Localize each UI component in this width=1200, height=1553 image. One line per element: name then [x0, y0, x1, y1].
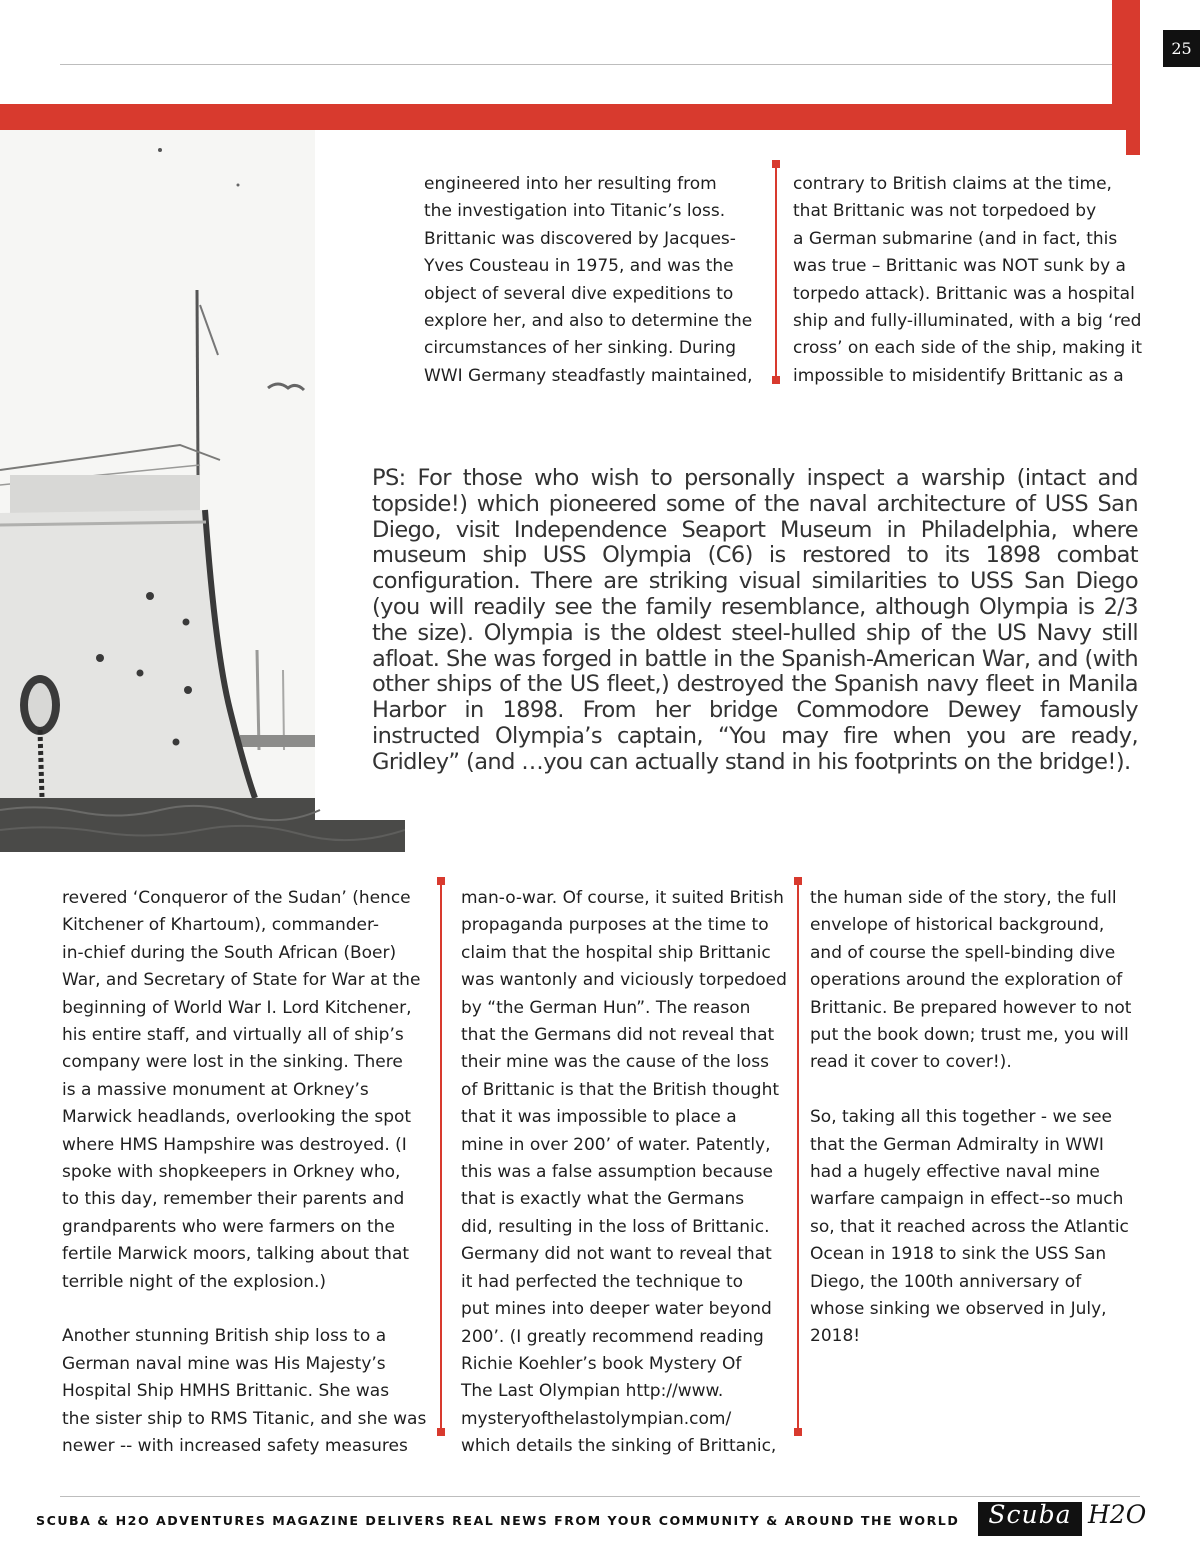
paragraph [62, 1323, 432, 1460]
ship-bow-photo [0, 130, 405, 852]
text-line: envelope of historical background, [810, 915, 1105, 936]
text-line: cross’ on each side of the ship, making it [793, 338, 1143, 359]
text-line: fertile Marwick moors, talking about that [62, 1244, 410, 1265]
text-line: operations around the exploration of [810, 970, 1123, 991]
text-line: terrible night of the explosion.) [62, 1271, 327, 1292]
text-line: explore her, and also to determine the [424, 311, 753, 332]
text-line: by “the German Hun”. The reason [461, 997, 751, 1018]
text-line: ship and fully-illuminated, with a big ‘red [793, 311, 1142, 332]
paragraph [810, 1104, 1150, 1351]
text-line: the investigation into Titanic’s loss. [424, 201, 726, 222]
text-line: so, that it reached across the Atlantic [810, 1216, 1129, 1237]
text-line: War, and Secretary of State for War at the [62, 970, 421, 991]
footer-rule [60, 1496, 1140, 1497]
text-line: Brittanic was discovered by Jacques- [424, 228, 736, 249]
logo-h2o-text: H2O [1088, 1500, 1147, 1529]
bottom-column-middle [461, 885, 791, 1461]
ps-callout: PS: For those who wish to personally inspect a warship (intact and topside!) which pioneered some of the naval architecture of USS San Diego, visit Independence Seaport Museum in Philadelphia, where museum ship USS Olympia (C6) is restored to its 1898 combat configuration. There are striking visual similarities to USS San Diego (you will readily see the family resemblance, although Olympia is 2/3 the size). Olympia is the oldest steel-hulled ship of the US Navy still afloat. She was forged in battle in the Spanish-American War, and (with other ships of the US fleet,) destroyed the Spanish navy fleet in Manila Harbor in 1898. From her bridge Commodore Dewey famously instructed Olympia’s captain, “You may fire when you are ready, Gridley” (and …you can actually stand in his footprints on the bridge!). [372, 465, 1138, 775]
text-line: whose sinking we observed in July, [810, 1299, 1107, 1320]
text-line: that it was impossible to place a [461, 1107, 737, 1128]
text-line: in-chief during the South African (Boer) [62, 942, 397, 963]
column-divider-cap [772, 160, 780, 168]
text-line: beginning of World War I. Lord Kitchener, [62, 997, 412, 1018]
text-line: Marwick headlands, overlooking the spot [62, 1107, 412, 1128]
paragraph [62, 885, 432, 1296]
text-line: which details the sinking of Brittanic, [461, 1436, 777, 1457]
text-line: this was a false assumption because [461, 1162, 774, 1183]
text-line: it had perfected the technique to [461, 1271, 744, 1292]
text-line: their mine was the cause of the loss [461, 1052, 770, 1073]
text-line: of Brittanic is that the British thought [461, 1079, 780, 1100]
text-line: contrary to British claims at the time, [793, 174, 1112, 194]
text-line: that the Germans did not reveal that [461, 1025, 775, 1046]
text-line: where HMS Hampshire was destroyed. (I [62, 1134, 407, 1155]
text-line: 200’. (I greatly recommend reading [461, 1326, 764, 1347]
text-line: did, resulting in the loss of Brittanic. [461, 1216, 770, 1237]
column-divider-cap [437, 877, 445, 885]
text-line: newer -- with increased safety measures [62, 1436, 408, 1457]
bottom-column-right [810, 885, 1150, 1351]
text-line: Kitchener of Khartoum), commander- [62, 915, 380, 936]
text-line: put mines into deeper water beyond [461, 1299, 772, 1320]
text-line: company were lost in the sinking. There [62, 1052, 403, 1073]
text-line: that the German Admiralty in WWI [810, 1134, 1104, 1155]
text-line: to this day, remember their parents and [62, 1189, 405, 1210]
column-divider-cap [437, 1428, 445, 1436]
column-divider-cap [772, 376, 780, 384]
text-line: 2018! [810, 1326, 861, 1347]
text-line: Yves Cousteau in 1975, and was the [424, 256, 734, 277]
header-rule [60, 64, 1120, 65]
text-line: mine in over 200’ of water. Patently, [461, 1134, 771, 1155]
top-column-left [424, 171, 760, 390]
text-line: that Brittanic was not torpedoed by [793, 201, 1097, 222]
text-line: a German submarine (and in fact, this [793, 228, 1118, 249]
red-header-bar [0, 104, 1138, 130]
text-line: was wantonly and viciously torpedoed [461, 970, 787, 991]
footer-tagline: SCUBA & H2O ADVENTURES MAGAZINE DELIVERS REAL NEWS FROM YOUR COMMUNITY & AROUND THE WORLD [36, 1513, 960, 1528]
text-line: Diego, the 100th anniversary of [810, 1271, 1082, 1292]
column-divider-cap [794, 1428, 802, 1436]
page-number: 25 [1163, 30, 1200, 67]
text-line: The Last Olympian http://www. [461, 1381, 724, 1402]
text-line: the sister ship to RMS Titanic, and she was [62, 1408, 427, 1429]
text-line: Ocean in 1918 to sink the USS San [810, 1244, 1107, 1265]
text-line: that is exactly what the Germans [461, 1189, 745, 1210]
text-line: torpedo attack). Brittanic was a hospital [793, 283, 1135, 304]
text-line: claim that the hospital ship Brittanic [461, 942, 771, 963]
bottom-column-left [62, 885, 432, 1461]
text-line: his entire staff, and virtually all of ship’s [62, 1025, 404, 1046]
text-line: put the book down; trust me, you will [810, 1025, 1129, 1046]
text-line: man-o-war. Of course, it suited British [461, 888, 784, 908]
text-line: Hospital Ship HMHS Brittanic. She was [62, 1381, 390, 1402]
text-line: Brittanic. Be prepared however to not [810, 997, 1132, 1018]
text-line: the human side of the story, the full [810, 888, 1117, 908]
text-line: revered ‘Conqueror of the Sudan’ (hence [62, 888, 411, 908]
text-line: circumstances of her sinking. During [424, 338, 737, 359]
text-line: So, taking all this together - we see [810, 1107, 1112, 1128]
text-line: was true – Brittanic was NOT sunk by a [793, 256, 1126, 277]
text-line: impossible to misidentify Brittanic as a [793, 365, 1124, 386]
text-line: mysteryofthelastolympian.com/ [461, 1408, 732, 1429]
text-line: object of several dive expeditions to [424, 283, 734, 304]
text-line: is a massive monument at Orkney’s [62, 1079, 369, 1100]
column-divider [440, 883, 442, 1433]
text-line: had a hugely effective naval mine [810, 1162, 1100, 1183]
text-line: Another stunning British ship loss to a [62, 1326, 387, 1347]
column-divider [775, 168, 777, 380]
text-line: Germany did not want to reveal that [461, 1244, 772, 1265]
logo-scuba-text: Scuba [988, 1500, 1072, 1529]
text-line: spoke with shopkeepers in Orkney who, [62, 1162, 401, 1183]
text-line: Richie Koehler’s book Mystery Of [461, 1353, 742, 1374]
text-line: WWI Germany steadfastly maintained, [424, 365, 753, 386]
column-divider [797, 883, 799, 1433]
text-line: warfare campaign in effect--so much [810, 1189, 1124, 1210]
text-line: grandparents who were farmers on the [62, 1216, 395, 1237]
text-line: engineered into her resulting from [424, 174, 717, 194]
text-line: German naval mine was His Majesty’s [62, 1353, 386, 1374]
column-divider-cap [794, 877, 802, 885]
text-line: read it cover to cover!). [810, 1052, 1012, 1073]
text-line: and of course the spell-binding dive [810, 942, 1116, 963]
text-line: propaganda purposes at the time to [461, 915, 769, 936]
paragraph [810, 885, 1150, 1077]
top-column-right [793, 171, 1143, 390]
